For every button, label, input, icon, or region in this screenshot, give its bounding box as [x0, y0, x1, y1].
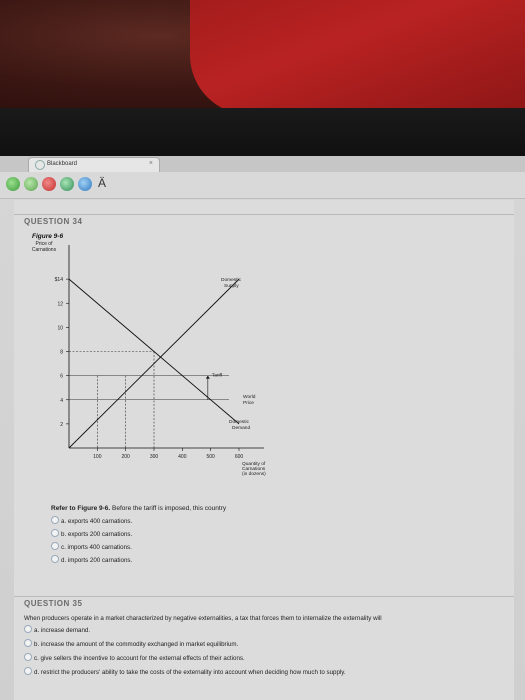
tariff-arrow-icon: [206, 376, 210, 379]
x-tick-label-400: 400: [178, 454, 187, 460]
y-tick-label-8: 8: [60, 349, 63, 356]
x-axis-label-line3: (in dozens): [242, 472, 266, 477]
option-34-a[interactable]: a. exports 400 carnations.: [51, 516, 132, 525]
background-red-cloth: [190, 0, 525, 115]
radio-icon[interactable]: [24, 625, 32, 633]
y-tick-label-2: 2: [60, 421, 63, 428]
x-tick-label-300: 300: [149, 454, 159, 460]
option-34-c[interactable]: c. imports 400 carnations.: [51, 542, 132, 551]
option-35-b[interactable]: b. increase the amount of the commodity exchanged in market equilibrium.: [24, 639, 238, 648]
x-tick-label-500: 500: [206, 454, 215, 460]
demand-label-line1: Domestic: [229, 419, 249, 425]
radio-icon[interactable]: [24, 639, 32, 647]
demand-label-line2: Demand: [232, 425, 251, 431]
x-axis-label-line1: Quantity of: [242, 462, 266, 467]
y-tick-label-10: 10: [57, 325, 63, 332]
figure-reference: Refer to Figure 9-6.: [51, 505, 111, 512]
question-35-heading: QUESTION 35: [14, 596, 514, 611]
radio-icon[interactable]: [51, 529, 59, 537]
option-35-c[interactable]: c. give sellers the incentive to account for the external effects of their actions.: [24, 653, 245, 662]
supply-label-line2: Supply: [224, 284, 239, 290]
chart-plot-area: [55, 245, 266, 477]
forward-icon[interactable]: [24, 177, 38, 191]
radio-icon[interactable]: [51, 555, 59, 563]
radio-icon[interactable]: [51, 516, 59, 524]
y-tick-label-14: $14: [54, 277, 63, 284]
supply-label-line1: Domestic: [221, 278, 241, 284]
x-tick-label-100: 100: [93, 454, 102, 460]
refresh-icon[interactable]: [60, 177, 74, 191]
figure-9-6-chart: [14, 230, 294, 477]
option-35-d[interactable]: d. restrict the producers' ability to take the costs of the externality into account when deciding how much to supply.: [24, 667, 346, 676]
option-34-b[interactable]: b. exports 200 carnations.: [51, 529, 132, 538]
assessment-content: [14, 200, 514, 700]
radio-icon[interactable]: [24, 667, 32, 675]
y-axis-label-line1: Price of: [35, 241, 53, 247]
user-icon[interactable]: [78, 177, 92, 191]
back-icon[interactable]: [6, 177, 20, 191]
world-price-label-line1: World: [243, 394, 256, 400]
browser-window: [0, 156, 525, 700]
prompt-text: Before the tariff is imposed, this country: [110, 505, 227, 512]
tab-title: Blackboard: [47, 161, 78, 167]
y-tick-label-12: 12: [57, 301, 63, 308]
tariff-label: Tariff: [211, 373, 223, 379]
stop-icon[interactable]: [42, 177, 56, 191]
radio-icon[interactable]: [51, 542, 59, 550]
chart-title: Figure 9-6: [32, 233, 64, 240]
tab-blackboard[interactable]: [28, 157, 160, 172]
y-axis-label-line2: Carnations: [31, 247, 57, 253]
monitor-bezel: [0, 108, 525, 158]
y-tick-label-4: 4: [60, 397, 63, 404]
y-tick-label-6: 6: [60, 373, 63, 380]
blackboard-tab-icon: [35, 160, 45, 170]
text-size-icon[interactable]: Ä: [98, 176, 107, 190]
x-tick-label-200: 200: [121, 454, 130, 460]
option-34-d[interactable]: d. imports 200 carnations.: [51, 555, 132, 564]
browser-toolbar: [0, 172, 525, 199]
question-34-prompt: [51, 505, 226, 512]
question-35-prompt: When producers operate in a market characterized by negative externalities, a tax that forces them to internalize the externality will: [24, 615, 382, 622]
question-34-heading: QUESTION 34: [14, 214, 514, 229]
tab-close-icon[interactable]: ×: [148, 160, 153, 167]
x-tick-label-600: 600: [234, 454, 244, 460]
x-axis-label-line2: Carnations: [242, 467, 266, 472]
radio-icon[interactable]: [24, 653, 32, 661]
tab-bar: [0, 156, 525, 172]
option-35-a[interactable]: a. increase demand.: [24, 625, 90, 634]
world-price-label-line2: Price: [243, 400, 254, 406]
